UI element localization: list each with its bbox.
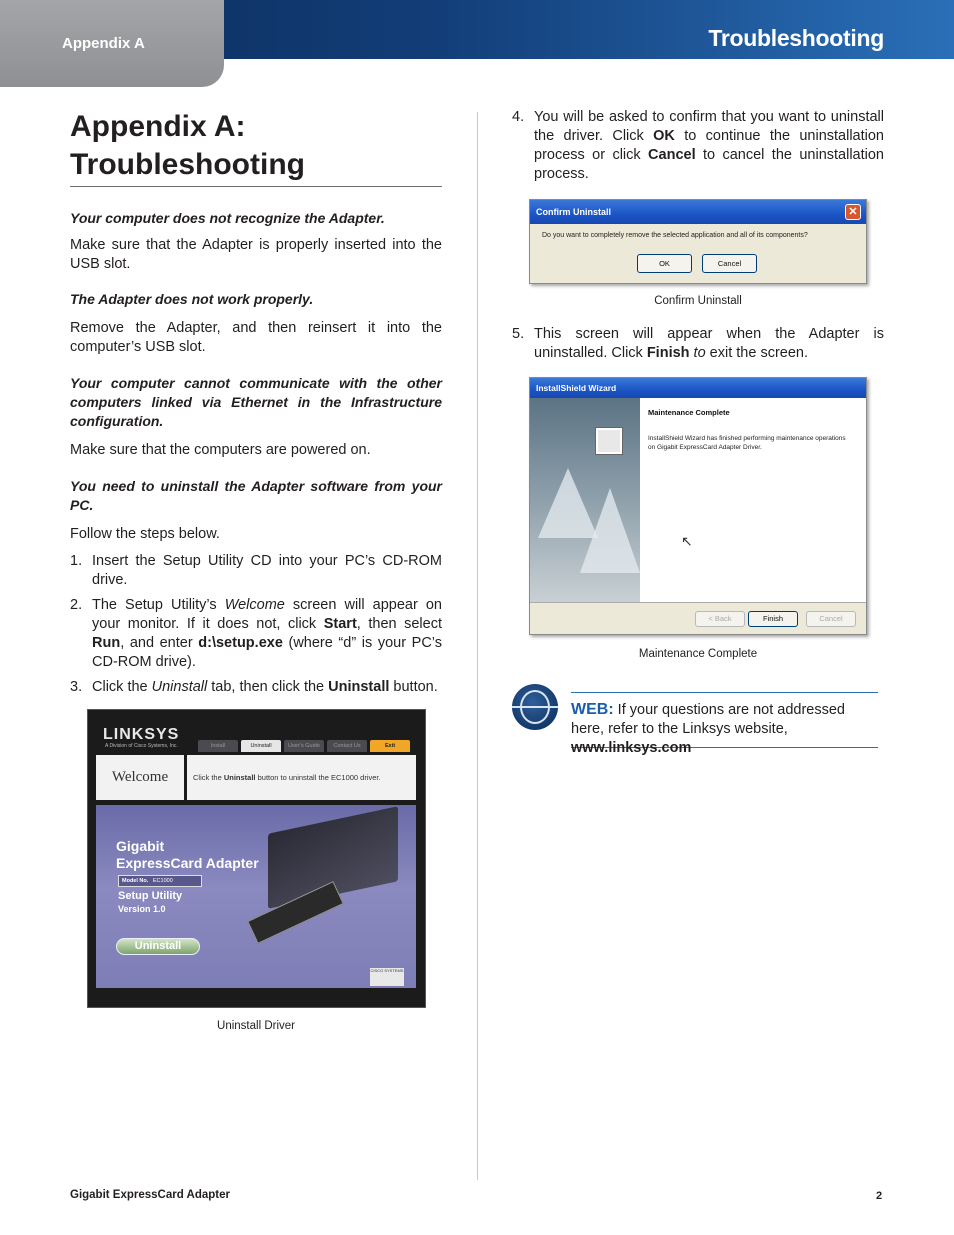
tab-contact-us[interactable]: Contact Us — [327, 740, 367, 752]
step-bold: Uninstall — [328, 679, 390, 695]
question-1: Your computer does not recognize the Adapter. — [70, 210, 385, 226]
tab-install[interactable]: Install — [198, 740, 238, 752]
step-2 — [70, 596, 442, 672]
hint-bold: Uninstall — [223, 773, 256, 782]
step-text: This screen will appear when the Adapter is uninstalled. Click — [534, 326, 884, 361]
uninstall-steps-continued — [512, 108, 884, 184]
step-5 — [512, 325, 884, 363]
model-label: Model No. — [122, 878, 149, 884]
uninstall-button[interactable]: Uninstall — [116, 938, 200, 955]
hint-text: Click the — [193, 773, 224, 782]
section-tab-label: Appendix A — [62, 35, 145, 52]
answer-4: Follow the steps below. — [70, 526, 220, 542]
close-icon[interactable]: ✕ — [845, 204, 861, 220]
right-column-steps — [512, 325, 884, 369]
step-bold: Start — [323, 616, 357, 632]
step-bold: OK — [653, 128, 675, 144]
step-bold: Cancel — [648, 147, 696, 163]
uninstall-hint — [187, 755, 416, 800]
step-number: 2. — [70, 597, 83, 613]
question-2: The Adapter does not work properly. — [70, 291, 314, 307]
step-4 — [512, 108, 884, 184]
installer-icon — [596, 428, 622, 454]
back-button[interactable]: < Back — [695, 611, 745, 627]
setup-utility-label — [118, 890, 182, 916]
step-emphasis: Welcome — [224, 597, 285, 613]
dialog-title: Confirm Uninstall — [530, 200, 866, 224]
setup-line: Setup Utility — [118, 890, 183, 902]
step-bold: Run — [92, 635, 121, 651]
confirm-uninstall-dialog — [529, 199, 867, 284]
figure-caption-maintenance: Maintenance Complete — [638, 648, 758, 660]
figure-caption-uninstall: Uninstall Driver — [217, 1020, 295, 1032]
uninstall-steps — [70, 552, 442, 697]
page-number: 2 — [876, 1190, 883, 1202]
step-text: to cancel the uninstallation process. — [534, 147, 884, 182]
step-text: Insert the Setup Utility CD into your PC’s CD-ROM drive. — [92, 553, 442, 588]
tab-exit[interactable]: Exit — [370, 740, 410, 752]
figure-caption-confirm: Confirm Uninstall — [654, 295, 742, 307]
step-text: The Setup Utility’s — [92, 597, 225, 613]
model-number — [118, 875, 202, 887]
wizard-heading: Maintenance Complete — [648, 408, 730, 417]
footer-product: Gigabit ExpressCard Adapter — [70, 1189, 230, 1201]
step-text: exit the screen. — [705, 345, 809, 361]
setup-tabs — [198, 740, 410, 752]
logo-subtitle: A Division of Cisco Systems, Inc. — [105, 743, 178, 749]
wizard-side-graphic — [530, 398, 640, 602]
left-column — [70, 108, 442, 703]
globe-equator — [512, 706, 558, 708]
right-column — [512, 108, 884, 190]
cancel-button[interactable]: Cancel — [806, 611, 856, 627]
page-title — [70, 108, 442, 187]
hint-text: button to uninstall the EC1000 driver. — [255, 773, 381, 782]
step-3 — [70, 678, 442, 697]
product-name — [116, 838, 259, 872]
step-number: 1. — [70, 553, 83, 569]
step-number: 5. — [512, 326, 525, 342]
ok-button[interactable]: OK — [637, 254, 692, 273]
step-text: to continue the uninstallation process or click — [534, 128, 884, 163]
welcome-panel: Welcome — [96, 755, 184, 800]
product-line: Gigabit — [116, 838, 165, 854]
step-text: tab, then click the — [207, 679, 329, 695]
section-tab — [0, 0, 224, 87]
model-value: EC1000 — [152, 878, 173, 884]
step-text: , then select — [356, 616, 442, 632]
step-text: You will be asked to confirm that you want to uninstall the driver. Click — [534, 109, 884, 144]
step-bold: Finish — [646, 345, 690, 361]
cancel-button[interactable]: Cancel — [702, 254, 757, 273]
answer-3: Make sure that the computers are powered on. — [70, 442, 371, 458]
wizard-body: InstallShield Wizard has finished performing maintenance operations on Gigabit ExpressCard Adapter Driver. — [648, 435, 846, 451]
linksys-logo: LINKSYS — [103, 726, 180, 743]
step-text: (where “d” is your PC’s CD-ROM drive). — [92, 635, 442, 670]
step-emphasis: Uninstall — [151, 679, 208, 695]
tab-uninstall[interactable]: Uninstall — [241, 740, 281, 752]
cisco-logo: CISCO SYSTEMS — [370, 968, 404, 986]
answer-2: Remove the Adapter, and then reinsert it into the computer’s USB slot. — [70, 320, 442, 355]
answer-1: Make sure that the Adapter is properly inserted into the USB slot. — [70, 237, 442, 272]
globe-icon — [512, 684, 558, 730]
column-divider — [477, 112, 478, 1180]
wizard-title: InstallShield Wizard — [530, 378, 866, 398]
step-number: 4. — [512, 109, 525, 125]
step-number: 3. — [70, 679, 83, 695]
setup-utility-screenshot — [87, 709, 426, 1008]
web-label: WEB: — [571, 701, 614, 718]
web-text: If your questions are not addressed here, refer to the Linksys website, — [571, 702, 845, 737]
step-text: , and enter — [120, 635, 199, 651]
page-title-line2: Troubleshooting — [70, 148, 305, 181]
uninstall-steps-final — [512, 325, 884, 363]
step-text: Click the — [92, 679, 152, 695]
mouse-cursor-icon: ↖ — [681, 533, 693, 549]
version-line: Version 1.0 — [118, 904, 166, 914]
step-text: screen will appear on your monitor. If it does not, click — [92, 597, 442, 632]
product-line: ExpressCard Adapter — [116, 855, 259, 871]
sail-graphic — [580, 488, 640, 573]
step-1 — [70, 552, 442, 590]
installshield-wizard-dialog — [529, 377, 867, 635]
header-title: Troubleshooting — [708, 25, 884, 51]
step-emphasis: to — [689, 345, 706, 361]
question-4: You need to uninstall the Adapter software from your PC. — [70, 478, 442, 513]
step-text: button. — [389, 679, 438, 695]
website-link[interactable]: www.linksys.com — [571, 740, 692, 756]
dialog-message: Do you want to completely remove the selected application and all of its components? — [542, 232, 808, 239]
step-bold: d:\setup.exe — [198, 635, 283, 651]
web-note — [571, 692, 878, 756]
finish-button[interactable]: Finish — [748, 611, 798, 627]
tab-users-guide[interactable]: User’s Guide — [284, 740, 324, 752]
wizard-button-bar — [530, 602, 867, 635]
question-3: Your computer cannot communicate with the other computers linked via Ethernet in the Infrastructure configuration. — [70, 375, 442, 429]
page-title-line1: Appendix A: — [70, 110, 246, 143]
